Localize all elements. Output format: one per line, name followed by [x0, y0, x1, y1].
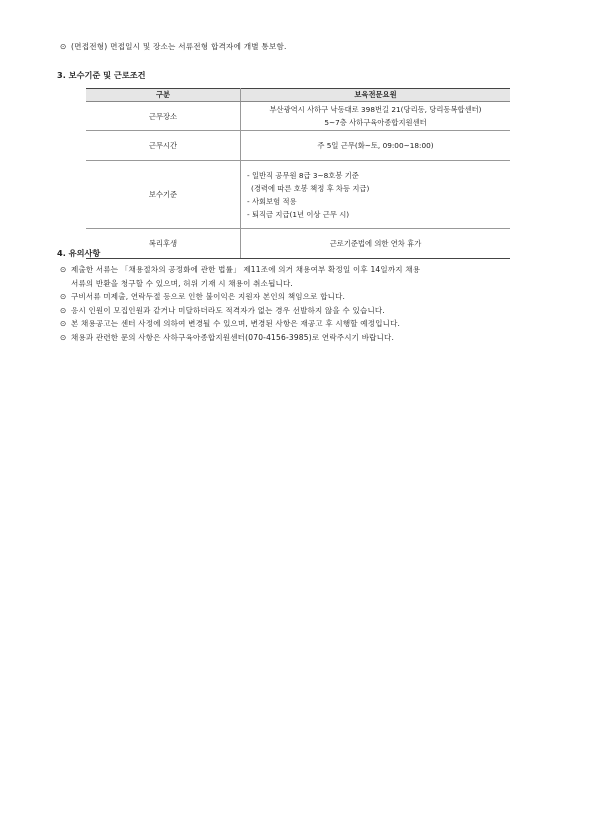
- table-row: [86, 161, 510, 229]
- row-label-welfare: 복리후생: [86, 229, 241, 259]
- table-row: [86, 131, 510, 161]
- workplace-line: 5~7층 사하구육아종합지원센터: [324, 118, 427, 127]
- table-header-category: 구분: [86, 89, 241, 102]
- circle-dot-icon: ⊙: [60, 265, 67, 274]
- notice-line: 제출한 서류는 「채용절차의 공정화에 관한 법률」 제11조에 의거 채용여부 확정일 이후 14일까지 채용: [71, 265, 421, 274]
- pay-line: - 일반직 공무원 8급 3~8호봉 기준: [247, 170, 359, 180]
- row-value-workplace: [241, 102, 511, 131]
- list-item: [60, 290, 520, 304]
- notice-line: 응시 인원이 모집인원과 같거나 미달하더라도 적격자가 없는 경우 선발하지 않을 수 있습니다.: [71, 305, 385, 315]
- row-label-hours: 근무시간: [86, 131, 241, 161]
- workplace-line: 부산광역시 사하구 낙동대로 398번길 21(당리동, 당리동복합센터): [269, 105, 482, 114]
- list-item: [60, 263, 520, 290]
- circle-dot-icon: ⊙: [60, 42, 67, 51]
- circle-dot-icon: ⊙: [60, 332, 67, 342]
- notice-line: 서류의 반환을 청구할 수 있으며, 허위 기재 시 채용이 취소됩니다.: [71, 278, 293, 288]
- section-heading-notice: 4. 유의사항: [57, 248, 101, 258]
- conditions-table: [86, 88, 510, 259]
- interview-note-text: (면접전형) 면접일시 및 장소는 서류전형 합격자에 개별 통보함.: [71, 42, 287, 51]
- row-label-workplace: 근무장소: [86, 102, 241, 131]
- table-header-row: [86, 89, 510, 102]
- table-header-position: 보육전문요원: [241, 89, 511, 102]
- welfare-line: 근로기준법에 의한 연차 휴가: [329, 239, 422, 248]
- circle-dot-icon: ⊙: [60, 319, 67, 329]
- hours-line: 주 5일 근무(화~토, 09:00~18:00): [317, 141, 434, 150]
- list-item: [60, 331, 520, 345]
- pay-line: - 사회보험 적용: [247, 196, 297, 206]
- row-value-hours: [241, 131, 511, 161]
- circle-dot-icon: ⊙: [60, 292, 67, 302]
- section-heading-pay: 3. 보수기준 및 근로조건: [57, 70, 146, 80]
- notice-line: 본 채용공고는 센터 사정에 의하여 변경될 수 있으며, 변경된 사항은 재공고 후 시행할 예정입니다.: [71, 319, 401, 329]
- list-item: [60, 304, 520, 318]
- pay-line: - 퇴직금 지급(1년 이상 근무 시): [247, 209, 350, 219]
- row-value-pay: [241, 161, 511, 229]
- list-item: [60, 317, 520, 331]
- row-value-welfare: [241, 229, 511, 259]
- notice-list: [60, 263, 520, 345]
- interview-note: [60, 41, 287, 52]
- pay-line: (경력에 따른 호봉 책정 후 차등 지급): [251, 183, 370, 193]
- row-label-pay: 보수기준: [86, 161, 241, 229]
- table-row: [86, 229, 510, 259]
- notice-line: 구비서류 미제출, 연락두절 등으로 인한 불이익은 지원자 본인의 책임으로 합니다.: [71, 292, 346, 302]
- notice-line: 채용과 관련한 문의 사항은 사하구육아종합지원센터(070-4156-3985)로 연락주시기 바랍니다.: [71, 332, 395, 342]
- circle-dot-icon: ⊙: [60, 305, 67, 315]
- table-row: [86, 102, 510, 131]
